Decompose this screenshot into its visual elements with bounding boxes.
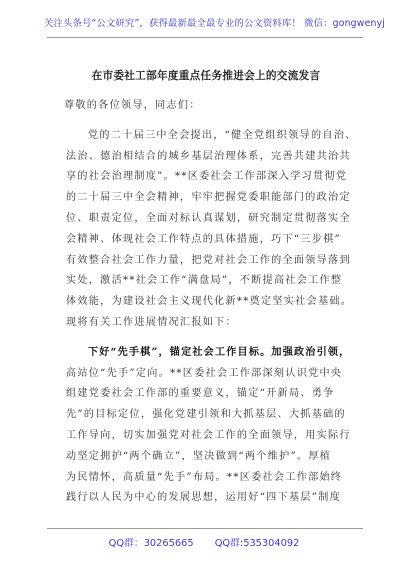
paragraph-line: 为民情怀，高质量“先手”布局。**区委社会工作部始终 — [66, 471, 343, 483]
paragraph-line: 有效整合社会工作力量，把党对社会工作的全面领导落到 — [66, 254, 351, 266]
footer-contacts — [0, 535, 408, 549]
header-banner: 关注头条号“公文研究”，获得最新最全最专业的公文资料库！ 微信：gongwenyj — [44, 18, 386, 29]
document-body — [66, 96, 366, 509]
footer-qq-group-1: QQ群：30265665 — [108, 538, 194, 549]
paragraph-gap — [66, 334, 366, 343]
paragraph-line: 高站位“先手”定向。**区委社会工作部深刻认识党中央 — [66, 367, 343, 379]
footer-qq-group-2: QQ群:535304092 — [214, 538, 300, 549]
paragraph-line: 享的社会治理制度”。**区委社会工作部深入学习贯彻党 — [66, 171, 348, 183]
paragraph-line: 会精神、体现社会工作特点的具体措施，巧下“三步棋” — [66, 233, 341, 245]
paragraph-line: 组建党委社会工作部的重要意义，锚定“开新局、勇争 — [66, 388, 335, 400]
section-heading-line: 下好“先手棋”，锚定社会工作目标。加强政治引领， — [88, 346, 351, 358]
paragraph-line: 动坚定拥护“两个确立”，坚决做到“两个维护”。厚植 — [66, 450, 332, 462]
paragraph-line: 现将有关工作进展情况汇报如下： — [66, 316, 237, 328]
document-title: 在市委社工部年度重点任务推进会上的交流发言 — [91, 70, 321, 82]
paragraph-line: 位、职责定位，全面对标认真谋划，研究制定贯彻落实全 — [66, 212, 351, 224]
paragraph-gap — [66, 117, 366, 126]
paragraph-line: 体效能，为建设社会主义现代化新**奠定坚实社会基础。 — [66, 296, 353, 308]
paragraph-line: 的二十届三中全会精神，牢牢把握党委职能部门的政治定 — [66, 192, 351, 204]
paragraph-line: 工作导向，切实加强党对社会工作的全面领导，用实际行 — [66, 429, 351, 441]
header-divider — [47, 37, 363, 38]
paragraph-line: 法治、德治相结合的城乡基层治理体系，完善共建共治共 — [66, 150, 351, 162]
salutation: 尊敬的各位领导，同志们： — [64, 100, 201, 111]
paragraph-line: 先”的目标定位，强化党建引领和大抓基层、大抓基础的 — [66, 409, 346, 421]
paragraph-line: 党的二十届三中全会提出，“健全党组织领导的自治、 — [88, 129, 357, 141]
paragraph-line: 实处，激活**社会工作“满盘局”，不断提高社会工作整 — [66, 275, 343, 287]
footer-divider — [47, 528, 363, 529]
paragraph-line: 践行以人民为中心的发展思想，运用好“四下基层”制度 — [66, 492, 341, 504]
